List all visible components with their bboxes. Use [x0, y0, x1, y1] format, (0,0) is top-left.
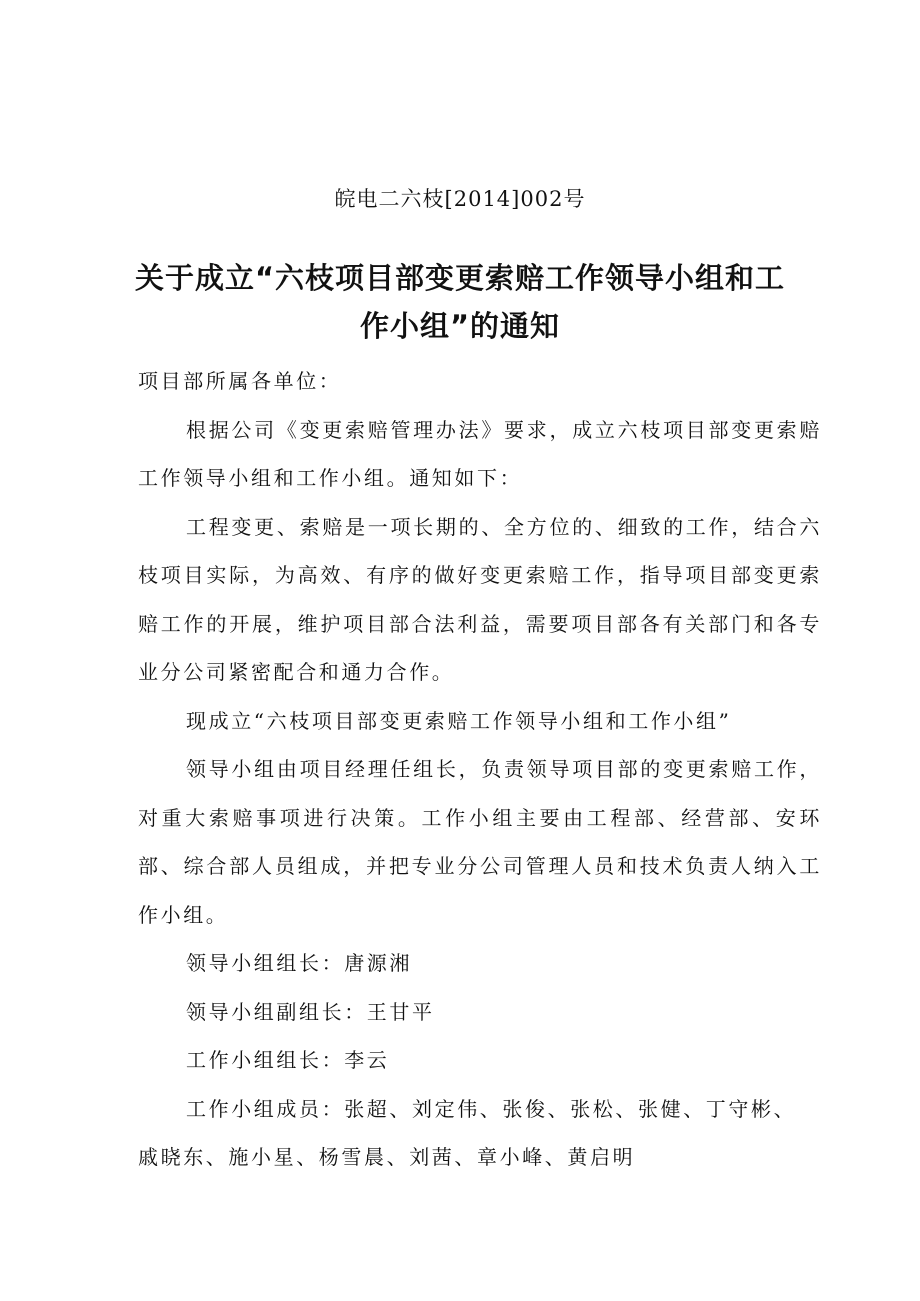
working-group-leader-line: 工作小组组长：李云	[186, 1048, 390, 1072]
document-body	[138, 357, 822, 1182]
paragraph-basis: 根据公司《变更索赔管理办法》要求，成立六枝项目部变更索赔工作领导小组和工作小组。通知如下：	[138, 417, 822, 490]
salutation: 项目部所属各单位：	[138, 369, 342, 393]
working-group-members-line: 工作小组成员：张超、刘定伟、张俊、张松、张健、丁守彬、	[186, 1096, 797, 1121]
document-title: 关于成立“六枝项目部变更索赔工作领导小组和工作小组”的通知	[134, 261, 786, 343]
paragraph-purpose: 工程变更、索赔是一项长期的、全方位的、细致的工作，结合六枝项目实际，为高效、有序的做好变更索赔工作，指导项目部变更索赔工作的开展，维护项目部合法利益，需要项目部各有关部门和各专业分公司紧密配合和通力合作。	[138, 514, 822, 684]
document-number: 皖电二六枝[2014]002号	[334, 187, 586, 211]
paragraph-responsibilities: 领导小组由项目经理任组长，负责领导项目部的变更索赔工作，对重大索赔事项进行决策。工作小组主要由工程部、经营部、安环部、综合部人员组成，并把专业分公司管理人员和技术负责人纳入工作小组。	[138, 757, 822, 927]
working-group-members-continuation: 戚晓东、施小星、杨雪晨、刘茜、章小峰、黄启明	[138, 1145, 636, 1169]
leader-line: 领导小组组长：唐源湘	[186, 951, 412, 975]
deputy-leader-line: 领导小组副组长：王甘平	[186, 999, 435, 1024]
paragraph-establishment: 现成立“六枝项目部变更索赔工作领导小组和工作小组”	[186, 708, 732, 733]
